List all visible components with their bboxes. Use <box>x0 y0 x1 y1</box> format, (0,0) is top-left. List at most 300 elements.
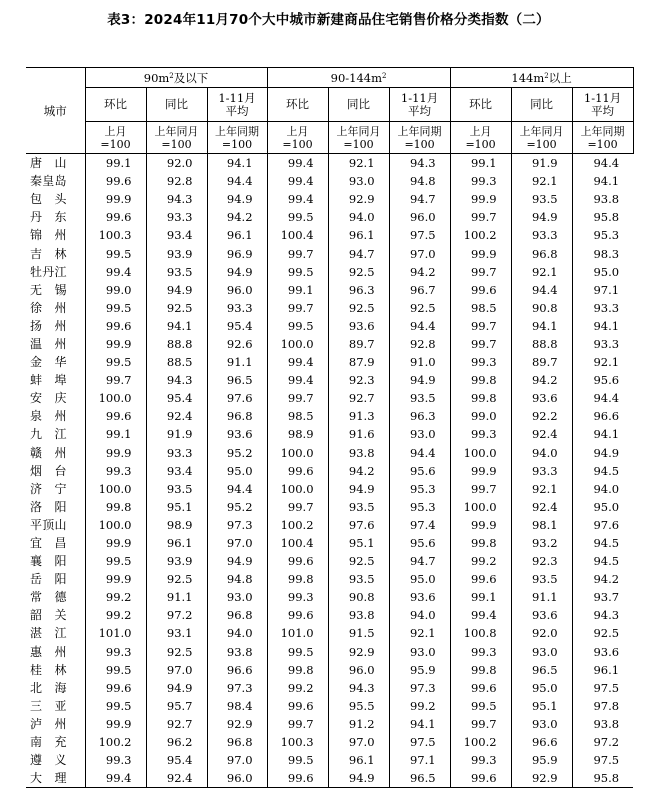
index-value: 93.3 <box>511 226 572 244</box>
index-value: 91.9 <box>146 425 207 443</box>
metric-label: 环比 <box>286 97 310 111</box>
index-value: 92.1 <box>328 154 389 173</box>
base-value: =100 <box>221 137 253 151</box>
area-group-label: 90m <box>143 70 170 85</box>
index-value: 99.7 <box>85 371 146 389</box>
index-value: 99.6 <box>450 281 511 299</box>
index-value: 87.9 <box>328 353 389 371</box>
index-value: 99.3 <box>450 425 511 443</box>
index-value: 100.2 <box>450 226 511 244</box>
city-name: 无锡 <box>30 282 67 297</box>
index-value: 94.9 <box>511 208 572 226</box>
index-value: 94.0 <box>389 606 450 624</box>
index-value: 98.5 <box>450 299 511 317</box>
index-value: 93.0 <box>511 643 572 661</box>
index-value: 99.3 <box>450 172 511 190</box>
index-value: 94.3 <box>146 190 207 208</box>
index-value: 93.3 <box>572 335 633 353</box>
index-value: 94.4 <box>389 317 450 335</box>
city-name: 洛阳 <box>30 499 67 514</box>
table-row <box>26 606 633 624</box>
index-value: 100.4 <box>267 226 328 244</box>
index-value: 99.6 <box>450 570 511 588</box>
index-value: 94.3 <box>572 606 633 624</box>
city-name: 惠州 <box>30 644 67 659</box>
index-value: 91.1 <box>146 588 207 606</box>
index-value: 99.1 <box>450 154 511 173</box>
city-column-header: 城市 <box>26 68 85 154</box>
index-value: 92.8 <box>389 335 450 353</box>
index-value: 92.8 <box>146 172 207 190</box>
table-row <box>26 697 633 715</box>
index-value: 95.3 <box>389 498 450 516</box>
index-value: 99.8 <box>450 534 511 552</box>
index-value: 94.2 <box>572 570 633 588</box>
index-value: 95.4 <box>146 389 207 407</box>
index-value: 94.4 <box>511 281 572 299</box>
index-value: 95.6 <box>572 371 633 389</box>
base-header <box>389 122 450 154</box>
index-value: 96.1 <box>328 751 389 769</box>
table-title: 表3：2024年11月70个大中城市新建商品住宅销售价格分类指数（二） <box>107 12 550 28</box>
index-value: 99.7 <box>450 208 511 226</box>
index-value: 99.7 <box>450 480 511 498</box>
base-value: =100 <box>465 137 496 151</box>
index-value: 92.9 <box>328 643 389 661</box>
metric-label: 同比 <box>530 97 554 111</box>
index-value: 99.7 <box>267 299 328 317</box>
index-value: 93.7 <box>572 588 633 606</box>
index-value: 99.4 <box>85 263 146 281</box>
table-row <box>26 679 633 697</box>
table-row <box>26 172 633 190</box>
index-value: 96.3 <box>328 281 389 299</box>
index-value: 94.9 <box>328 480 389 498</box>
index-value: 94.7 <box>328 244 389 262</box>
metric-header <box>572 88 633 122</box>
index-value: 94.9 <box>146 281 207 299</box>
index-value: 94.9 <box>328 769 389 788</box>
index-value: 92.5 <box>389 299 450 317</box>
index-value: 99.7 <box>267 498 328 516</box>
city-name: 襄阳 <box>30 554 67 569</box>
index-value: 96.1 <box>207 226 267 244</box>
index-value: 94.9 <box>572 444 633 462</box>
metric-header <box>207 88 267 122</box>
table-header <box>26 68 633 154</box>
index-value: 99.6 <box>85 317 146 335</box>
index-value: 99.9 <box>450 462 511 480</box>
index-value: 99.4 <box>85 769 146 788</box>
index-value: 97.5 <box>389 226 450 244</box>
index-value: 94.2 <box>511 371 572 389</box>
city-name: 南充 <box>30 735 67 750</box>
table-row <box>26 335 633 353</box>
index-value: 100.8 <box>450 624 511 642</box>
price-index-table <box>26 67 634 788</box>
index-value: 96.1 <box>328 226 389 244</box>
index-value: 92.1 <box>572 353 633 371</box>
index-value: 96.0 <box>328 661 389 679</box>
index-value: 99.6 <box>85 407 146 425</box>
area-group-header <box>267 68 450 88</box>
index-value: 92.7 <box>146 715 207 733</box>
index-value: 96.8 <box>207 407 267 425</box>
city-name: 蚌埠 <box>30 373 67 388</box>
base-value: =100 <box>282 137 313 151</box>
index-value: 99.7 <box>450 715 511 733</box>
city-name: 桂林 <box>30 662 67 677</box>
city-name: 宜昌 <box>30 536 67 551</box>
index-value: 97.0 <box>389 244 450 262</box>
index-value: 99.0 <box>85 281 146 299</box>
index-value: 99.0 <box>450 407 511 425</box>
index-value: 99.6 <box>267 606 328 624</box>
base-label: 上年同期 <box>580 124 625 138</box>
city-name: 大理 <box>26 769 85 788</box>
table-row <box>26 733 633 751</box>
index-value: 99.7 <box>450 335 511 353</box>
index-value: 96.7 <box>389 281 450 299</box>
index-value: 99.6 <box>450 679 511 697</box>
area-group-sup: 2 <box>169 71 174 80</box>
base-value: =100 <box>526 137 557 151</box>
index-value: 92.3 <box>511 552 572 570</box>
index-value: 93.5 <box>328 498 389 516</box>
base-value: =100 <box>161 137 192 151</box>
city-name: 赣州 <box>30 445 67 460</box>
index-value: 99.5 <box>267 643 328 661</box>
index-value: 99.4 <box>267 190 328 208</box>
base-label: 上年同期 <box>215 124 260 138</box>
index-value: 100.3 <box>85 226 146 244</box>
index-value: 92.5 <box>146 643 207 661</box>
metric-header <box>85 88 146 122</box>
index-value: 95.3 <box>572 226 633 244</box>
metric-label-sub: 平均 <box>591 103 615 118</box>
table-row <box>26 570 633 588</box>
index-value: 99.9 <box>85 534 146 552</box>
index-value: 94.4 <box>572 389 633 407</box>
city-name: 岳阳 <box>30 572 67 587</box>
index-value: 92.4 <box>146 407 207 425</box>
index-value: 95.1 <box>511 697 572 715</box>
index-value: 99.9 <box>85 190 146 208</box>
metric-label: 同比 <box>165 97 188 111</box>
base-header <box>572 122 633 154</box>
index-value: 92.7 <box>328 389 389 407</box>
index-value: 99.4 <box>267 353 328 371</box>
city-name: 北海 <box>30 680 67 695</box>
index-value: 98.3 <box>572 244 633 262</box>
table-row <box>26 534 633 552</box>
index-value: 96.1 <box>572 661 633 679</box>
index-value: 99.7 <box>450 317 511 335</box>
area-group-suffix: 及以下 <box>173 70 209 85</box>
index-value: 92.2 <box>511 407 572 425</box>
index-value: 99.8 <box>267 570 328 588</box>
index-value: 94.8 <box>389 172 450 190</box>
index-value: 99.2 <box>450 552 511 570</box>
metric-label-sub: 平均 <box>408 103 432 118</box>
index-value: 100.4 <box>267 534 328 552</box>
index-value: 94.9 <box>207 263 267 281</box>
index-value: 93.8 <box>328 444 389 462</box>
index-value: 99.1 <box>267 281 328 299</box>
index-value: 99.9 <box>450 244 511 262</box>
base-header <box>267 122 328 154</box>
index-value: 94.0 <box>328 208 389 226</box>
city-name: 常德 <box>30 590 67 605</box>
index-value: 97.0 <box>328 733 389 751</box>
index-value: 95.3 <box>389 480 450 498</box>
city-name: 锦州 <box>30 228 67 243</box>
index-value: 96.5 <box>207 371 267 389</box>
index-value: 99.5 <box>85 697 146 715</box>
index-value: 99.5 <box>267 263 328 281</box>
city-name: 泉州 <box>30 409 67 424</box>
table-row <box>26 643 633 661</box>
index-value: 99.3 <box>85 462 146 480</box>
table-row <box>26 353 633 371</box>
city-name: 吉林 <box>30 246 67 261</box>
index-value: 99.6 <box>85 172 146 190</box>
table-row <box>26 462 633 480</box>
index-value: 92.4 <box>511 425 572 443</box>
index-value: 92.5 <box>328 299 389 317</box>
index-value: 95.0 <box>572 263 633 281</box>
index-value: 94.5 <box>572 534 633 552</box>
table-row <box>26 715 633 733</box>
index-value: 94.2 <box>328 462 389 480</box>
base-header <box>328 122 389 154</box>
index-value: 93.5 <box>511 570 572 588</box>
city-name: 徐州 <box>30 300 67 315</box>
index-value: 99.9 <box>85 715 146 733</box>
index-value: 88.5 <box>146 353 207 371</box>
index-value: 99.8 <box>85 498 146 516</box>
index-value: 99.6 <box>450 769 511 788</box>
index-value: 99.3 <box>85 643 146 661</box>
base-label: 上年同月 <box>154 124 199 138</box>
index-value: 99.4 <box>267 371 328 389</box>
index-value: 94.1 <box>511 317 572 335</box>
metric-label: 同比 <box>347 97 371 111</box>
city-name: 济宁 <box>30 481 67 496</box>
table-body <box>26 154 633 788</box>
index-value: 99.2 <box>389 697 450 715</box>
index-value: 95.0 <box>207 462 267 480</box>
index-value: 96.9 <box>207 244 267 262</box>
index-value: 92.5 <box>572 624 633 642</box>
city-name: 丹东 <box>30 210 67 225</box>
index-value: 93.3 <box>207 299 267 317</box>
index-value: 94.1 <box>572 425 633 443</box>
index-value: 97.1 <box>389 751 450 769</box>
metric-header <box>511 88 572 122</box>
index-value: 94.0 <box>207 624 267 642</box>
city-name: 牡丹江 <box>30 264 67 279</box>
city-name: 韶关 <box>30 608 67 623</box>
index-value: 97.0 <box>207 534 267 552</box>
index-value: 95.9 <box>511 751 572 769</box>
area-group-header <box>450 68 633 88</box>
index-value: 98.4 <box>207 697 267 715</box>
index-value: 92.0 <box>511 624 572 642</box>
index-value: 94.3 <box>146 371 207 389</box>
index-value: 96.2 <box>146 733 207 751</box>
table-row <box>26 498 633 516</box>
index-value: 99.6 <box>85 679 146 697</box>
index-value: 100.0 <box>267 335 328 353</box>
index-value: 96.6 <box>207 661 267 679</box>
base-value: =100 <box>404 137 435 151</box>
index-value: 95.0 <box>511 679 572 697</box>
index-value: 93.6 <box>389 588 450 606</box>
index-value: 93.8 <box>328 606 389 624</box>
table-row <box>26 244 633 262</box>
index-value: 96.0 <box>207 769 267 788</box>
index-value: 95.8 <box>572 208 633 226</box>
index-value: 92.1 <box>511 263 572 281</box>
index-value: 99.5 <box>267 751 328 769</box>
index-value: 99.2 <box>85 588 146 606</box>
city-name: 安庆 <box>30 391 67 406</box>
index-value: 93.9 <box>146 552 207 570</box>
metric-header <box>450 88 511 122</box>
index-value: 92.4 <box>146 769 207 788</box>
index-value: 99.3 <box>85 751 146 769</box>
base-label: 上月 <box>286 124 309 138</box>
base-label: 上年同期 <box>397 124 442 138</box>
index-value: 99.4 <box>267 154 328 173</box>
index-value: 95.4 <box>146 751 207 769</box>
index-value: 92.9 <box>328 190 389 208</box>
index-value: 93.3 <box>511 462 572 480</box>
index-value: 99.9 <box>85 335 146 353</box>
index-value: 97.0 <box>207 751 267 769</box>
table-row <box>26 661 633 679</box>
metric-header <box>146 88 207 122</box>
index-value: 94.3 <box>328 679 389 697</box>
index-value: 93.5 <box>146 480 207 498</box>
metric-label: 环比 <box>469 97 493 111</box>
index-value: 99.1 <box>85 425 146 443</box>
index-value: 99.8 <box>450 389 511 407</box>
base-header <box>207 122 267 154</box>
index-value: 96.8 <box>207 733 267 751</box>
index-value: 98.1 <box>511 516 572 534</box>
index-value: 98.9 <box>146 516 207 534</box>
index-value: 94.9 <box>389 371 450 389</box>
index-value: 92.5 <box>328 552 389 570</box>
index-value: 99.5 <box>267 208 328 226</box>
base-label: 上年同月 <box>336 124 381 138</box>
area-group-header <box>85 68 267 88</box>
metric-header <box>267 88 328 122</box>
index-value: 97.3 <box>207 516 267 534</box>
index-value: 92.4 <box>511 498 572 516</box>
base-label: 上年同月 <box>519 124 564 138</box>
index-value: 96.6 <box>511 733 572 751</box>
index-value: 93.3 <box>146 444 207 462</box>
index-value: 96.1 <box>146 534 207 552</box>
table-row <box>26 624 633 642</box>
index-value: 90.8 <box>328 588 389 606</box>
index-value: 96.6 <box>572 407 633 425</box>
metric-label: 环比 <box>104 97 127 111</box>
index-value: 99.3 <box>450 643 511 661</box>
index-value: 94.1 <box>389 715 450 733</box>
table-row <box>26 444 633 462</box>
table-row <box>26 769 633 788</box>
index-value: 93.4 <box>146 462 207 480</box>
index-value: 91.9 <box>511 154 572 173</box>
index-value: 91.1 <box>207 353 267 371</box>
index-value: 95.0 <box>572 498 633 516</box>
index-value: 95.1 <box>146 498 207 516</box>
city-name: 九江 <box>30 427 67 442</box>
index-value: 97.5 <box>572 679 633 697</box>
index-value: 94.0 <box>511 444 572 462</box>
index-value: 93.0 <box>389 425 450 443</box>
index-value: 94.4 <box>207 172 267 190</box>
index-value: 99.5 <box>450 697 511 715</box>
index-value: 95.2 <box>207 498 267 516</box>
index-value: 100.0 <box>267 444 328 462</box>
table-row <box>26 516 633 534</box>
index-value: 95.7 <box>146 697 207 715</box>
index-value: 97.0 <box>146 661 207 679</box>
city-name: 泸州 <box>30 716 67 731</box>
index-value: 91.1 <box>511 588 572 606</box>
index-value: 100.0 <box>450 498 511 516</box>
city-name: 平顶山 <box>30 517 67 532</box>
table-row <box>26 208 633 226</box>
index-value: 93.5 <box>328 570 389 588</box>
index-value: 92.0 <box>146 154 207 173</box>
index-value: 98.9 <box>267 425 328 443</box>
index-value: 93.3 <box>146 208 207 226</box>
index-value: 99.5 <box>267 317 328 335</box>
index-value: 99.9 <box>85 570 146 588</box>
index-value: 91.0 <box>389 353 450 371</box>
index-value: 93.8 <box>207 643 267 661</box>
index-value: 92.6 <box>207 335 267 353</box>
index-value: 93.0 <box>511 715 572 733</box>
city-name: 三亚 <box>30 698 67 713</box>
index-value: 95.6 <box>389 534 450 552</box>
table-row <box>26 425 633 443</box>
index-value: 95.0 <box>389 570 450 588</box>
table-row <box>26 480 633 498</box>
index-value: 99.7 <box>267 244 328 262</box>
index-value: 99.3 <box>450 751 511 769</box>
index-value: 95.9 <box>389 661 450 679</box>
index-value: 95.5 <box>328 697 389 715</box>
index-value: 94.9 <box>146 679 207 697</box>
index-value: 94.3 <box>389 154 450 173</box>
index-value: 93.0 <box>207 588 267 606</box>
index-value: 94.9 <box>207 190 267 208</box>
metric-header <box>389 88 450 122</box>
base-header <box>511 122 572 154</box>
index-value: 92.3 <box>328 371 389 389</box>
index-value: 100.2 <box>85 733 146 751</box>
index-value: 99.4 <box>450 606 511 624</box>
table-row <box>26 407 633 425</box>
index-value: 94.7 <box>389 552 450 570</box>
